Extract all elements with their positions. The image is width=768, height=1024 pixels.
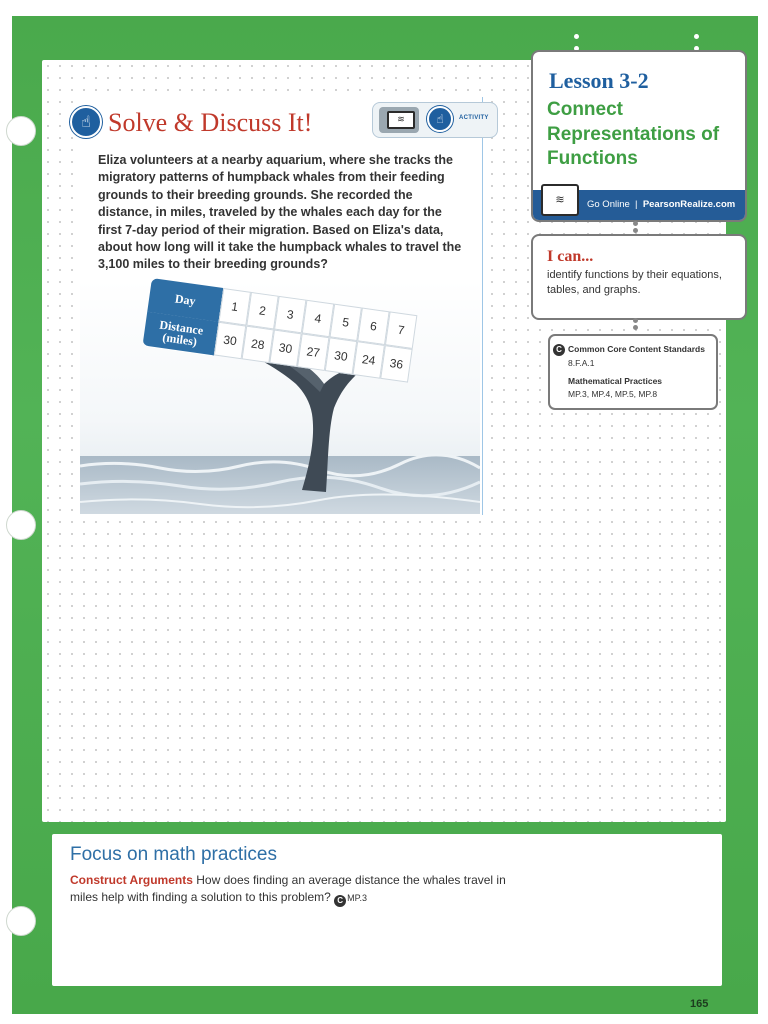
standards-box xyxy=(548,334,718,410)
table-cell: 3 xyxy=(274,296,306,334)
table-cell: 5 xyxy=(329,304,361,342)
lesson-title: Connect Representations of Functions xyxy=(547,99,720,169)
hand-pointer-icon: ☝ xyxy=(427,106,453,132)
table-cell: 24 xyxy=(352,341,384,379)
standards-code: 8.F.A.1 xyxy=(568,358,595,368)
common-core-icon: C xyxy=(553,344,565,356)
common-core-icon: C xyxy=(334,895,346,907)
problem-text: Eliza volunteers at a nearby aquarium, where she tracks the migratory patterns of humpback whales from their feeding grounds to their breeding grounds. She recorded the distance, in miles, traveled by the whales each day for the first 7-day period of their migration. Based on Eliza's data, about how long will it take the humpback whales to travel the 3,100 miles to their breeding grounds? xyxy=(98,153,462,272)
standards-title: Common Core Content Standards xyxy=(568,344,705,354)
go-online-link[interactable] xyxy=(533,190,745,220)
hand-pointer-icon: ☝ xyxy=(70,106,102,138)
focus-title: Focus on math practices xyxy=(70,844,277,865)
table-cell: 28 xyxy=(242,326,274,364)
table-cell: 30 xyxy=(214,322,246,360)
table-cell: 36 xyxy=(380,345,412,383)
binder-hole xyxy=(6,906,36,936)
binder-hole xyxy=(6,116,36,146)
table-cell: 27 xyxy=(297,333,329,371)
i-can-text: identify functions by their equations, tables, and graphs. xyxy=(547,269,722,296)
practices-codes: MP.3, MP.4, MP.5, MP.8 xyxy=(568,389,658,399)
connector-dot xyxy=(633,228,638,233)
binder-hole xyxy=(6,510,36,540)
lesson-number: Lesson 3-2 xyxy=(549,68,649,93)
focus-text: How does finding an average distance the whales travel in miles help with finding a solution to this problem? xyxy=(70,873,506,904)
practices-title: Mathematical Practices xyxy=(568,376,663,386)
i-can-title: I can... xyxy=(547,248,594,265)
table-cell: 7 xyxy=(385,311,417,349)
connector-dot xyxy=(633,325,638,330)
focus-question xyxy=(70,872,530,907)
laptop-icon: ≋ xyxy=(379,107,419,133)
table-cell: 2 xyxy=(246,292,278,330)
laptop-icon: ≋ xyxy=(541,184,579,216)
lesson-header-box xyxy=(531,50,747,222)
table-cell: 1 xyxy=(219,288,251,326)
i-can-box xyxy=(531,234,747,320)
table-header-day: Day xyxy=(147,278,223,323)
focus-label: Construct Arguments xyxy=(70,873,193,887)
focus-mp: C MP.3 xyxy=(334,893,367,903)
solve-discuss-title: Solve & Discuss It! xyxy=(108,108,313,137)
activity-button[interactable] xyxy=(372,102,498,138)
focus-box xyxy=(52,834,722,986)
page-number: 165 xyxy=(690,998,709,1010)
table-header-distance: Distance (miles) xyxy=(142,312,218,357)
table-cell: 30 xyxy=(269,329,301,367)
connector-dot xyxy=(633,318,638,323)
table-cell: 6 xyxy=(357,308,389,346)
activity-label: ACTIVITY xyxy=(459,115,489,121)
table-cell: 30 xyxy=(325,337,357,375)
go-online-text: Go Online | PearsonRealize.com xyxy=(587,199,736,210)
connector-dot xyxy=(633,221,638,226)
table-cell: 4 xyxy=(302,300,334,338)
